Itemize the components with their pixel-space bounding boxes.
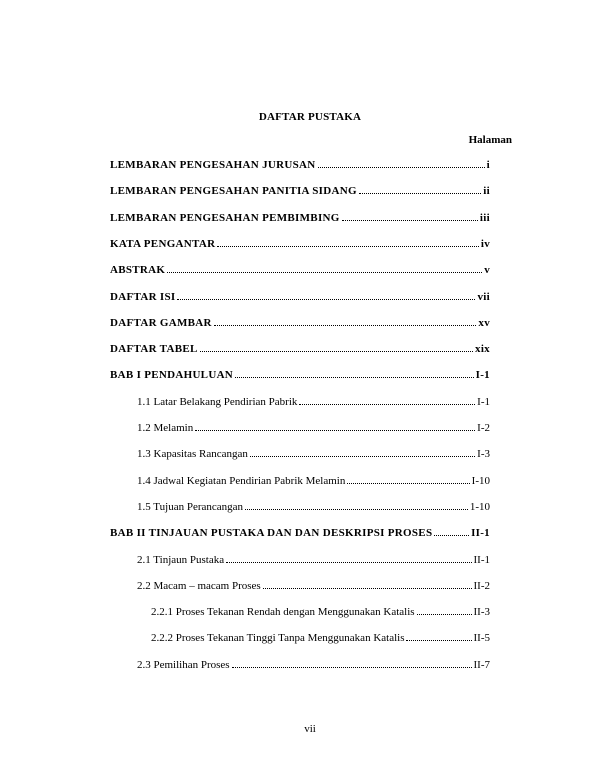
toc-entry-page: i xyxy=(486,159,490,171)
dot-leader xyxy=(359,184,481,194)
toc-entry-page: xv xyxy=(478,317,490,329)
toc-entry xyxy=(110,290,490,303)
toc-entry xyxy=(137,474,490,487)
toc-entry-label: 1.4 Jadwal Kegiatan Pendirian Pabrik Melamin xyxy=(137,475,346,487)
toc-entry-label: 2.2 Macam – macam Proses xyxy=(137,580,261,592)
dot-leader xyxy=(417,605,472,615)
toc-entry xyxy=(137,447,490,460)
toc-entry-label: 1.2 Melamin xyxy=(137,422,194,434)
toc-entry-label: 2.2.1 Proses Tekanan Rendah dengan Menggunakan Katalis xyxy=(151,606,415,618)
toc-entry-page: I-1 xyxy=(477,396,490,408)
toc-entry-page: II-7 xyxy=(473,659,490,671)
toc-entry xyxy=(110,526,490,539)
toc-entry-label: DAFTAR TABEL xyxy=(110,343,198,355)
toc-entry-page: xix xyxy=(475,343,490,355)
toc-entry-label: DAFTAR ISI xyxy=(110,291,176,303)
dot-leader xyxy=(177,290,475,300)
dot-leader xyxy=(250,447,475,457)
toc-entry-page: I-1 xyxy=(475,369,490,381)
toc-entry-label: BAB I PENDAHULUAN xyxy=(110,369,234,381)
toc-entry xyxy=(110,263,490,276)
dot-leader xyxy=(245,500,468,510)
toc-entry-page: II-1 xyxy=(473,554,490,566)
toc-entry-label: 2.1 Tinjaun Pustaka xyxy=(137,554,225,566)
toc-entry-label: 1.5 Tujuan Perancangan xyxy=(137,501,244,513)
dot-leader xyxy=(299,395,475,405)
toc-entry xyxy=(137,395,490,408)
dot-leader xyxy=(226,553,471,563)
toc-entry xyxy=(110,368,490,381)
toc-entry-label: 2.3 Pemilihan Proses xyxy=(137,659,230,671)
dot-leader xyxy=(342,211,478,221)
toc-entry-label: LEMBARAN PENGESAHAN PANITIA SIDANG xyxy=(110,185,357,197)
toc-entry-page: I-2 xyxy=(477,422,490,434)
page-number: vii xyxy=(304,723,316,735)
toc-entry-label: 2.2.2 Proses Tekanan Tinggi Tanpa Menggunakan Katalis xyxy=(151,632,405,644)
toc-entry xyxy=(137,553,490,566)
toc-entry-page: II-3 xyxy=(473,606,490,618)
dot-leader xyxy=(232,658,472,668)
dot-leader xyxy=(217,237,479,247)
toc-entry-label: LEMBARAN PENGESAHAN PEMBIMBING xyxy=(110,212,340,224)
dot-leader xyxy=(318,158,485,168)
toc-entry-page: II-5 xyxy=(473,632,490,644)
toc-entry-page: 1-10 xyxy=(469,501,490,513)
toc-entry-page: v xyxy=(484,264,490,276)
dot-leader xyxy=(214,316,477,326)
toc-entry xyxy=(137,658,490,671)
toc-entry xyxy=(110,184,490,197)
toc-entry-label: 1.3 Kapasitas Rancangan xyxy=(137,448,248,460)
dot-leader xyxy=(195,421,475,431)
dot-leader xyxy=(167,263,482,273)
toc-entry xyxy=(110,316,490,329)
toc-entry-page: II-1 xyxy=(471,527,490,539)
toc-entry-page: I-10 xyxy=(471,475,490,487)
toc-entry xyxy=(110,237,490,250)
toc-entry-page: vii xyxy=(477,291,490,303)
dot-leader xyxy=(406,631,471,641)
toc-entry xyxy=(137,579,490,592)
toc-entry-label: DAFTAR GAMBAR xyxy=(110,317,212,329)
toc-entry xyxy=(110,342,490,355)
dot-leader xyxy=(263,579,472,589)
dot-leader xyxy=(347,474,469,484)
toc-entry-label: 1.1 Latar Belakang Pendirian Pabrik xyxy=(137,396,298,408)
dot-leader xyxy=(235,368,474,378)
toc-entry-label: KATA PENGANTAR xyxy=(110,238,216,250)
toc-entry xyxy=(110,158,490,171)
toc-entry-label: BAB II TINJAUAN PUSTAKA DAN DAN DESKRIPSI PROSES xyxy=(110,527,433,539)
toc-entry-label: ABSTRAK xyxy=(110,264,166,276)
toc-entry-page: II-2 xyxy=(473,580,490,592)
toc-entry-page: ii xyxy=(483,185,490,197)
dot-leader xyxy=(434,526,469,536)
toc-entry xyxy=(110,211,490,224)
toc-entry xyxy=(151,605,490,618)
toc-entry xyxy=(137,421,490,434)
toc-entry-label: LEMBARAN PENGESAHAN JURUSAN xyxy=(110,159,316,171)
page-column-header: Halaman xyxy=(468,134,512,146)
toc-entry-page: iv xyxy=(480,238,490,250)
toc-entry-page: iii xyxy=(479,212,490,224)
toc-entry xyxy=(137,500,490,513)
toc-entry-page: I-3 xyxy=(477,448,490,460)
dot-leader xyxy=(200,342,473,352)
page-title: DAFTAR PUSTAKA xyxy=(258,111,362,123)
toc-entry xyxy=(151,631,490,644)
